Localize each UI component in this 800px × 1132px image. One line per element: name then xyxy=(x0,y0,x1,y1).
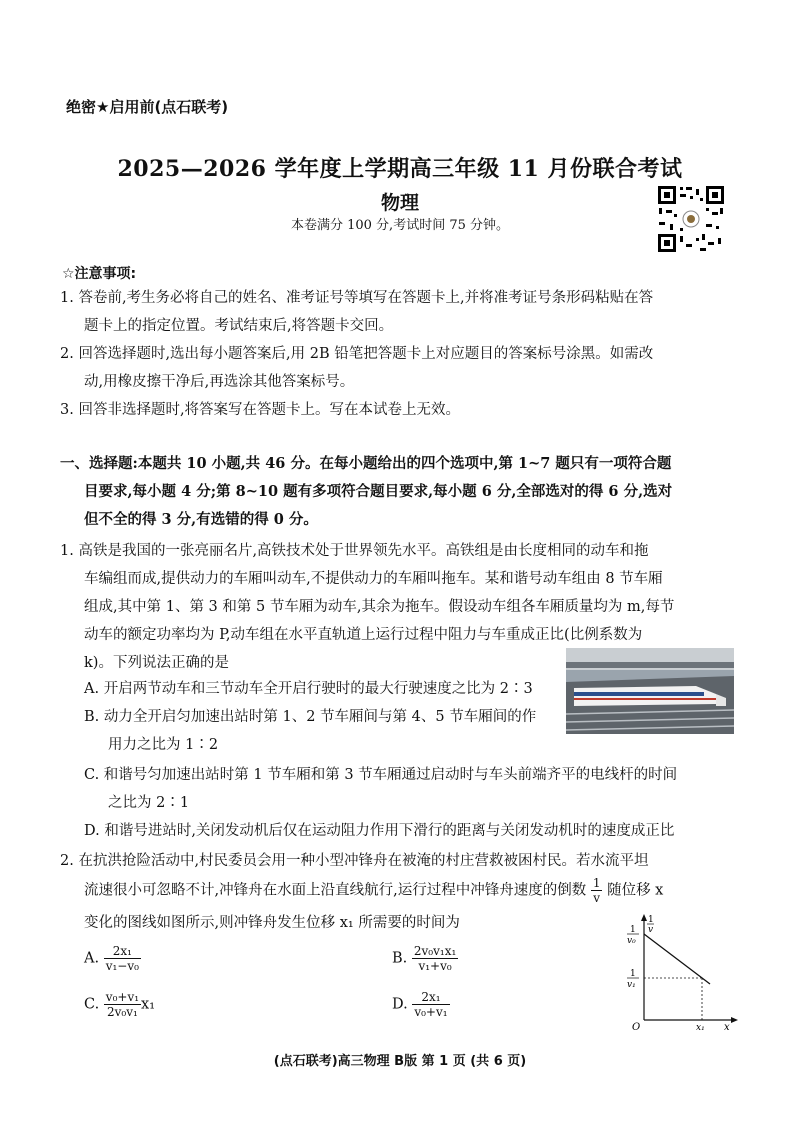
reciprocal-velocity-graph xyxy=(620,912,740,1034)
q2-line-2-text: 流速很小可忽略不计,冲锋舟在水面上沿直线航行,运行过程中冲锋舟速度的倒数 xyxy=(84,882,587,899)
x-axis-label: x xyxy=(724,1022,730,1033)
q1-option-b-cont: 用力之比为 1∶2 xyxy=(108,737,219,753)
train-photo xyxy=(566,648,734,734)
q2-option-a: A. $\frac{\text{2x₁}}{\text{v₁−v₀}}$ xyxy=(84,944,139,973)
notice-item-1: 1. 答卷前,考生务必将自己的姓名、准考证号等填写在答题卡上,并将准考证号条形码粘贴在答 xyxy=(60,290,654,306)
notice-item-2: 2. 回答选择题时,选出每小题答案后,用 2B 铅笔把答题卡上对应题目的答案标号涂黑。如需改 xyxy=(60,346,654,362)
reciprocal-v-fraction: $\frac{1}{v}$ xyxy=(592,876,601,905)
q2-line-1: 2. 在抗洪抢险活动中,村民委员会用一种小型冲锋舟在被淹的村庄营救被困村民。若水流平坦 xyxy=(60,853,649,869)
section-heading-cont-2: 但不全的得 3 分,有选错的得 0 分。 xyxy=(84,511,318,528)
y-axis-arrow xyxy=(641,914,647,921)
notice-item-1-cont: 题卡上的指定位置。考试结束后,将答题卡交回。 xyxy=(84,318,394,334)
tick-v0-den: v₀ xyxy=(627,936,636,946)
q2-line-2-tail: 随位移 x xyxy=(607,882,664,899)
q2-line-2 xyxy=(84,876,663,905)
q1-option-c-cont: 之比为 2∶1 xyxy=(108,795,190,811)
q1-line-5: k)。下列说法正确的是 xyxy=(84,655,229,671)
y-label-den: v xyxy=(648,925,654,935)
q1-option-a: A. 开启两节动车和三节动车全开启行驶时的最大行驶速度之比为 2∶3 xyxy=(84,681,533,697)
q2-option-c: C. $\frac{\text{v₀+v₁}}{\text{2v₀v₁}}$ x₁ xyxy=(84,990,156,1019)
q1-option-b: B. 动力全开启匀加速出站时第 1、2 节车厢间与第 4、5 节车厢间的作 xyxy=(84,709,537,725)
q2-line-3: 变化的图线如图所示,则冲锋舟发生位移 x₁ 所需要的时间为 xyxy=(84,915,460,931)
section-heading-cont-1: 目要求,每小题 4 分;第 8~10 题有多项符合题目要求,每小题 6 分,全部选对的得 6 分,选对 xyxy=(84,483,673,500)
qr-code xyxy=(656,184,726,254)
tick-v0-num: 1 xyxy=(630,925,636,935)
q1-option-c: C. 和谐号匀加速出站时第 1 节车厢和第 3 节车厢通过启动时与车头前端齐平的电线杆的时间 xyxy=(84,767,678,783)
tick-v1-den: v₁ xyxy=(627,980,636,990)
q1-line-3: 组成,其中第 1、第 3 和第 5 节车厢为动车,其余为拖车。假设动车组各车厢质量均为 m,每节 xyxy=(84,599,675,615)
notice-heading: ☆注意事项: xyxy=(62,266,137,282)
q2-option-b: B. $\frac{\text{2v₀v₁x₁}}{\text{v₁+v₀}}$ xyxy=(392,944,457,973)
section-heading: 一、选择题:本题共 10 小题,共 46 分。在每小题给出的四个选项中,第 1~7 题只有一项符合题 xyxy=(60,455,672,472)
origin-label: O xyxy=(632,1022,641,1033)
q1-line-4: 动车的额定功率均为 P,动车组在水平直轨道上运行过程中阻力与车重成正比(比例系数为 xyxy=(84,627,643,643)
tick-v1-num: 1 xyxy=(630,969,636,979)
data-line xyxy=(644,934,710,984)
notice-item-3: 3. 回答非选择题时,将答案写在答题卡上。写在本试卷上无效。 xyxy=(60,402,461,418)
y-label-num: 1 xyxy=(648,915,654,925)
subject-title: 物理 xyxy=(380,192,419,214)
q2-option-d: D. $\frac{\text{2x₁}}{\text{v₀+v₁}}$ xyxy=(392,990,448,1019)
notice-item-2-cont: 动,用橡皮擦干净后,再选涂其他答案标号。 xyxy=(84,374,355,390)
confidential-label: 绝密★启用前(点石联考) xyxy=(66,98,229,116)
q1-line-1: 1. 高铁是我国的一张亮丽名片,高铁技术处于世界领先水平。高铁组是由长度相同的动车和拖 xyxy=(60,543,649,559)
score-info: 本卷满分 100 分,考试时间 75 分钟。 xyxy=(290,218,510,233)
q1-option-d: D. 和谐号进站时,关闭发动机后仅在运动阻力作用下滑行的距离与关闭发动机时的速度成正比 xyxy=(84,823,675,839)
q1-line-2: 车编组而成,提供动力的车厢叫动车,不提供动力的车厢叫拖车。某和谐号动车组由 8 节车厢 xyxy=(84,571,663,587)
exam-title: 2025—2026 学年度上学期高三年级 11 月份联合考试 xyxy=(117,156,683,182)
page-footer: (点石联考)高三物理 B版 第 1 页 (共 6 页) xyxy=(273,1054,527,1069)
x1-tick-label: x₁ xyxy=(696,1023,705,1033)
x-axis-arrow xyxy=(731,1017,738,1023)
